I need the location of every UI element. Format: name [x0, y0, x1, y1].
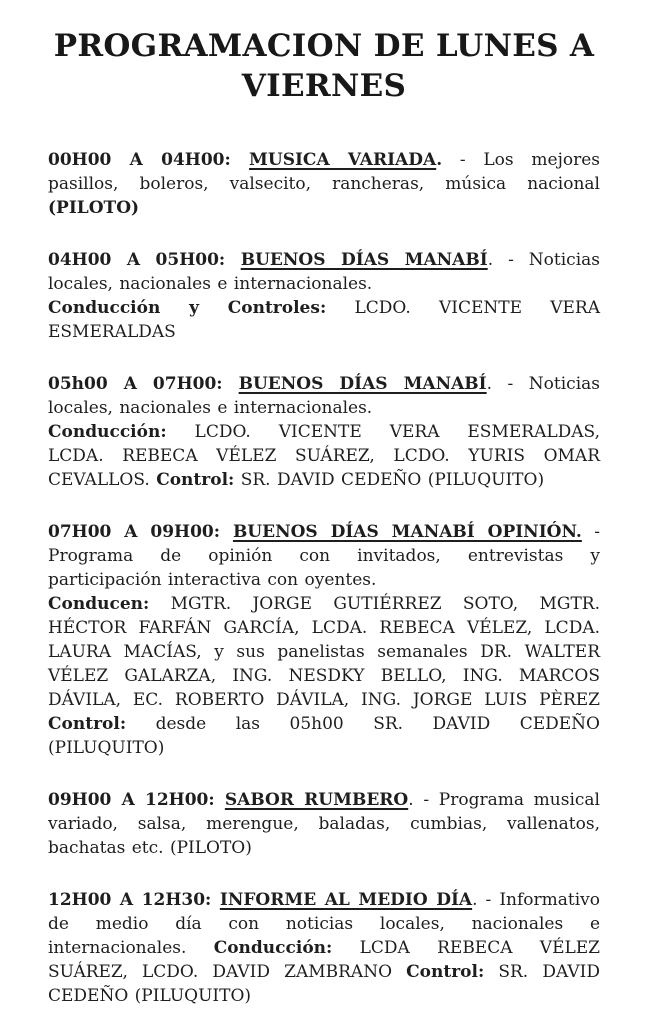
- page-title-line2: VIERNES: [241, 68, 407, 104]
- bold-label: Conducción y Controles:: [48, 298, 327, 318]
- page-title-line1: PROGRAMACION DE LUNES A: [53, 28, 595, 64]
- schedule-line: [48, 736, 600, 760]
- schedule-entry: [48, 148, 600, 220]
- schedule-entry: [48, 248, 600, 344]
- text-segment: . - Noticias: [486, 374, 600, 394]
- schedule-line: [48, 568, 600, 592]
- schedule-line: [48, 712, 600, 736]
- bold-label: (PILOTO): [48, 198, 140, 218]
- schedule-line: [48, 616, 600, 640]
- program-name: INFORME AL MEDIO DÍA: [219, 890, 473, 910]
- text-segment: HÉCTOR FARFÁN GARCÍA, LCDA. REBECA VÉLEZ, LCDA.: [48, 618, 600, 638]
- schedule-line: [48, 788, 600, 812]
- bold-label: 07H00 A 09H00:: [48, 522, 233, 542]
- program-name: BUENOS DÍAS MANABÍ: [240, 250, 488, 270]
- bold-label: 05h00 A 07H00:: [48, 374, 239, 394]
- schedule-line: [48, 836, 600, 860]
- text-segment: Programa de opinión con invitados, entrevistas y: [48, 546, 600, 566]
- schedule-line: [48, 960, 600, 984]
- text-segment: LCDA. REBECA VÉLEZ SUÁREZ, LCDO. YURIS OMAR: [48, 446, 600, 466]
- schedule-line: [48, 520, 600, 544]
- text-segment: . - Noticias: [487, 250, 600, 270]
- text-segment: ESMERALDAS: [48, 322, 176, 342]
- bold-label: Conducción:: [48, 422, 167, 442]
- text-segment: VÉLEZ GALARZA, ING. NESDKY BELLO, ING. MARCOS: [48, 666, 600, 686]
- schedule-entry: [48, 888, 600, 1008]
- text-segment: -: [581, 522, 600, 542]
- text-segment: de medio día con noticias locales, nacionales e: [48, 914, 600, 934]
- schedule-line: [48, 984, 600, 1008]
- program-name: MUSICA VARIADA: [249, 150, 437, 170]
- bold-label: 00H00 A 04H00:: [48, 150, 250, 170]
- bold-label: 12H00 A 12H30:: [48, 890, 220, 910]
- schedule-line: [48, 812, 600, 836]
- text-segment: LCDA REBECA VÉLEZ: [332, 938, 600, 958]
- text-segment: LAURA MACÍAS, y sus panelistas semanales DR. WALTER: [48, 642, 600, 662]
- schedule-line: [48, 372, 600, 396]
- schedule-line: [48, 420, 600, 444]
- text-segment: desde las 05h00 SR. DAVID CEDEÑO: [126, 714, 600, 734]
- text-segment: . - Programa musical: [408, 790, 600, 810]
- schedule-list: [48, 148, 600, 1008]
- schedule-line: [48, 172, 600, 196]
- program-name: BUENOS DÍAS MANABÍ OPINIÓN.: [232, 522, 582, 542]
- text-segment: MGTR. JORGE GUTIÉRREZ SOTO, MGTR.: [149, 594, 600, 614]
- text-segment: pasillos, boleros, valsecito, rancheras, música nacional: [48, 174, 600, 194]
- schedule-line: [48, 888, 600, 912]
- text-segment: SR. DAVID: [484, 962, 600, 982]
- schedule-line: [48, 296, 600, 320]
- text-segment: locales, nacionales e internacionales.: [48, 274, 373, 294]
- bold-label: Control:: [48, 714, 127, 734]
- text-segment: locales, nacionales e internacionales.: [48, 398, 373, 418]
- schedule-line: [48, 640, 600, 664]
- bold-label: Conducción:: [213, 938, 333, 958]
- schedule-line: [48, 196, 600, 220]
- schedule-line: [48, 544, 600, 568]
- text-segment: DÁVILA, EC. ROBERTO DÁVILA, ING. JORGE LUIS PÈREZ: [48, 690, 600, 710]
- schedule-line: [48, 688, 600, 712]
- schedule-line: [48, 592, 600, 616]
- text-segment: LCDO. VICENTE VERA ESMERALDAS,: [166, 422, 600, 442]
- program-name: SABOR RUMBERO: [224, 790, 409, 810]
- text-segment: SR. DAVID CEDEÑO (PILUQUITO): [234, 470, 545, 490]
- text-segment: CEDEÑO (PILUQUITO): [48, 986, 252, 1006]
- text-segment: CEVALLOS.: [48, 470, 157, 490]
- schedule-line: [48, 148, 600, 172]
- bold-label: Conducen:: [48, 594, 150, 614]
- bold-label: 04H00 A 05H00:: [48, 250, 241, 270]
- schedule-entry: [48, 520, 600, 760]
- text-segment: - Los mejores: [442, 150, 600, 170]
- bold-label: 09H00 A 12H00:: [48, 790, 225, 810]
- page-title: [48, 26, 600, 106]
- schedule-line: [48, 444, 600, 468]
- schedule-entry: [48, 372, 600, 492]
- schedule-line: [48, 320, 600, 344]
- text-segment: (PILUQUITO): [48, 738, 165, 758]
- schedule-line: [48, 912, 600, 936]
- bold-label: Control:: [406, 962, 485, 982]
- schedule-line: [48, 664, 600, 688]
- text-segment: bachatas etc. (PILOTO): [48, 838, 252, 858]
- schedule-line: [48, 396, 600, 420]
- schedule-line: [48, 936, 600, 960]
- text-segment: variado, salsa, merengue, baladas, cumbias, vallenatos,: [48, 814, 600, 834]
- schedule-line: [48, 248, 600, 272]
- program-name: BUENOS DÍAS MANABÍ: [238, 374, 487, 394]
- schedule-entry: [48, 788, 600, 860]
- bold-label: .: [436, 150, 443, 170]
- text-segment: internacionales.: [48, 938, 214, 958]
- text-segment: LCDO. VICENTE VERA: [326, 298, 601, 318]
- schedule-line: [48, 272, 600, 296]
- schedule-line: [48, 468, 600, 492]
- bold-label: Control:: [156, 470, 235, 490]
- text-segment: participación interactiva con oyentes.: [48, 570, 377, 590]
- text-segment: SUÁREZ, LCDO. DAVID ZAMBRANO: [48, 962, 407, 982]
- text-segment: . - Informativo: [472, 890, 601, 910]
